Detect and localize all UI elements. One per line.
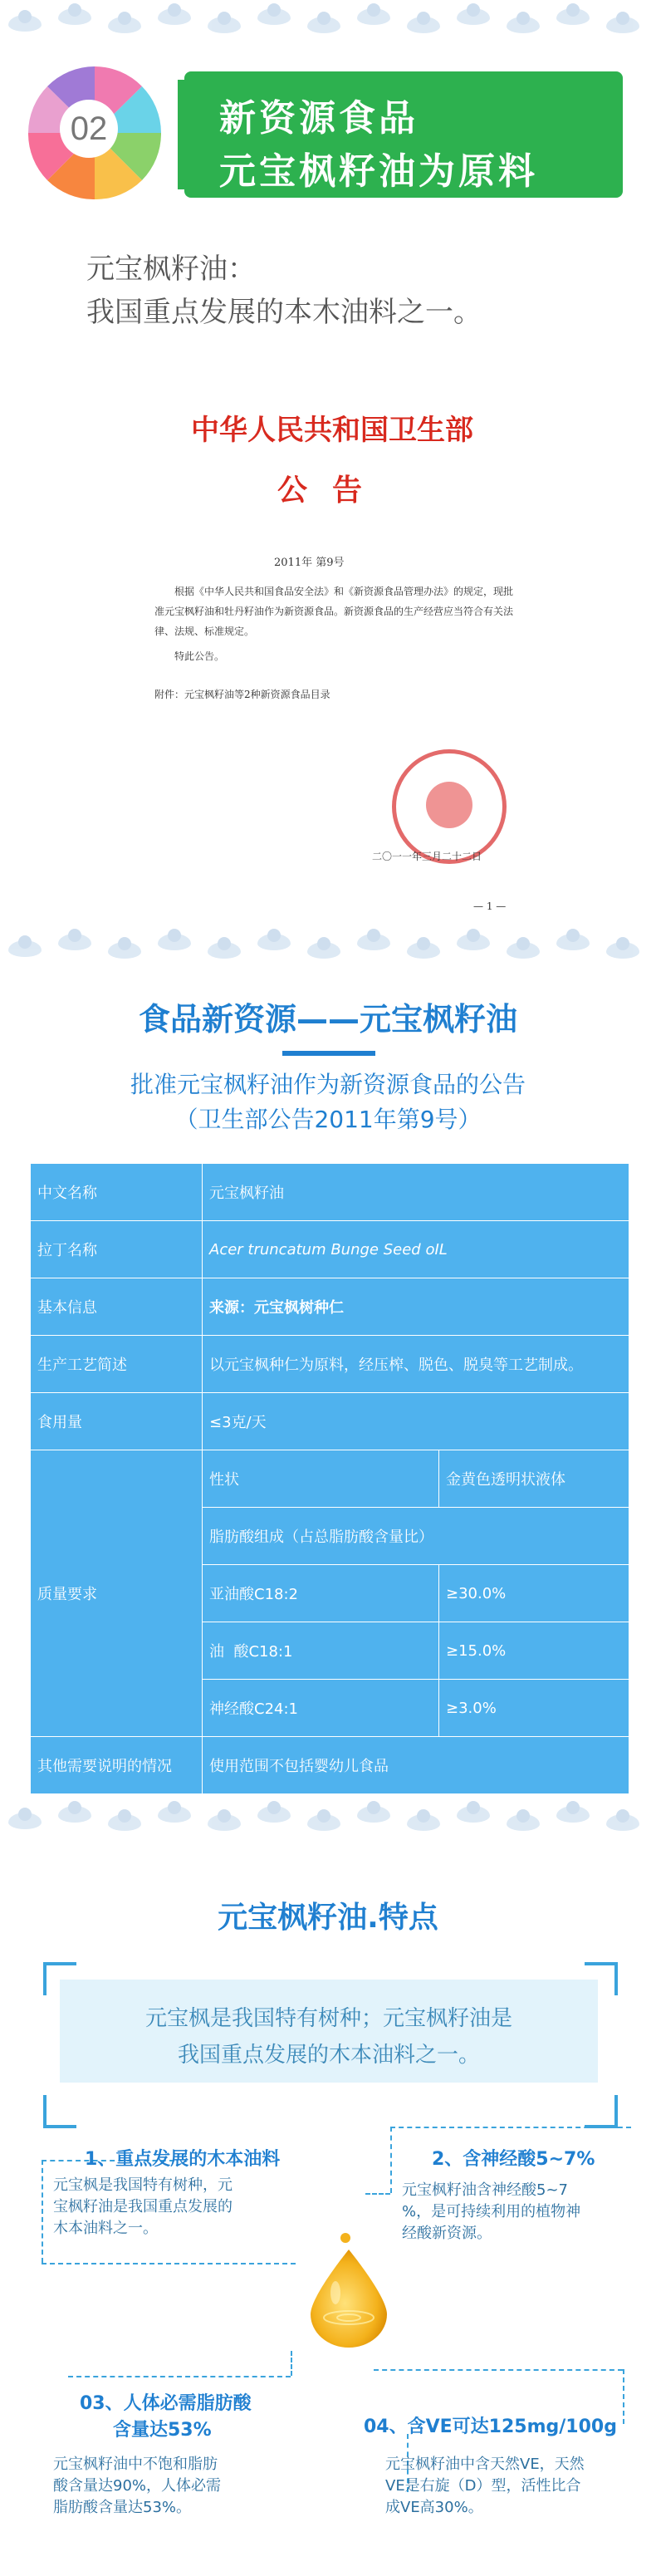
table-key: 生产工艺简述: [31, 1336, 203, 1393]
feature1-line1: 元宝枫是我国特有树种，元: [53, 2176, 233, 2194]
table-row: [31, 1393, 629, 1450]
table-row: [31, 1737, 629, 1794]
table-row: [31, 1450, 629, 1508]
document-paragraph: 根据《中华人民共和国食品安全法》和《新资源食品管理办法》的规定，现批准元宝枫籽油和牡丹籽油作为新资源食品。新资源食品的生产经营应当符合有关法律、法规、标准规定。: [154, 586, 514, 637]
document-attachment: 附件：元宝枫籽油等2种新资源食品目录: [154, 689, 330, 700]
banner-title-line2: 元宝枫籽油为原料: [219, 150, 538, 193]
section-number: 02: [60, 100, 118, 158]
table-key: 中文名称: [31, 1164, 203, 1221]
section2-subtitle-line2: （卫生部公告2011年第9号）: [174, 1106, 482, 1133]
section3-heading: 元宝枫籽油.特点: [218, 1901, 438, 1935]
frame-corner: [585, 2095, 618, 2128]
banner-title-line1: 新资源食品: [219, 97, 419, 140]
connector-line: [390, 2127, 392, 2193]
feature1-line2: 宝枫籽油是我国重点发展的: [53, 2198, 233, 2215]
connector-line: [390, 2127, 631, 2128]
connector-line: [291, 2351, 292, 2376]
official-seal-icon: [392, 749, 507, 864]
connector-line: [68, 2376, 291, 2377]
feature4-line2: VE是右旋（D）型，活性比合: [385, 2477, 581, 2495]
decorative-border-middle: [0, 930, 656, 969]
table-value: 来源：元宝枫树种仁: [203, 1278, 629, 1336]
feature1-title: 1、重点发展的木本油料: [85, 2149, 281, 2170]
feature3-title-line2: 含量达53%: [113, 2420, 212, 2441]
table-value: 亚油酸C18:2: [203, 1565, 439, 1622]
title-banner: [184, 71, 623, 198]
quote-line2: 我国重点发展的木本油料之一。: [177, 2043, 480, 2068]
document-subtitle: 公告: [277, 473, 387, 508]
document-number: 2011年 第9号: [274, 557, 345, 569]
feature3-line2: 酸含量达90%，人体必需: [53, 2477, 222, 2495]
table-row: [31, 1164, 629, 1221]
document-date: 二〇一一年三月二十二日: [372, 851, 482, 862]
oil-drop-icon: [299, 2231, 399, 2348]
table-key: 食用量: [31, 1393, 203, 1450]
table-value: ≥15.0%: [439, 1622, 629, 1680]
connector-line: [42, 2263, 296, 2264]
table-value: ≥3.0%: [439, 1680, 629, 1737]
table-row: [31, 1278, 629, 1336]
announcement-document: [125, 374, 540, 914]
document-title: 中华人民共和国卫生部: [191, 414, 473, 447]
connector-line: [374, 2369, 623, 2371]
table-value: 油 酸C18:1: [203, 1622, 439, 1680]
intro-line2: 我国重点发展的本木油料之一。: [86, 296, 482, 329]
frame-corner: [43, 2095, 76, 2128]
connector-line: [365, 2193, 390, 2195]
table-value: 以元宝枫种仁为原料，经压榨、脱色、脱臭等工艺制成。: [203, 1336, 629, 1393]
table-key: 其他需要说明的情况: [31, 1737, 203, 1794]
info-table: [30, 1163, 629, 1794]
document-closing: 特此公告。: [174, 650, 225, 662]
table-key: 质量要求: [31, 1450, 203, 1737]
feature4-line3: 成VE高30%。: [385, 2499, 483, 2516]
table-row: [31, 1221, 629, 1278]
feature1-line3: 木本油料之一。: [53, 2220, 158, 2237]
quote-line1: 元宝枫是我国特有树种；元宝枫籽油是: [144, 2006, 512, 2031]
feature2-title: 2、含神经酸5~7%: [432, 2149, 595, 2170]
table-value: 性状: [203, 1450, 439, 1508]
connector-line: [623, 2369, 624, 2424]
intro-line1: 元宝枫籽油：: [86, 253, 256, 286]
decorative-border-lower: [0, 1803, 656, 1841]
decorative-border-top: [0, 5, 656, 43]
table-value: Acer truncatum Bunge Seed oIL: [203, 1221, 629, 1278]
section2-subtitle-line1: 批准元宝枫籽油作为新资源食品的公告: [130, 1071, 526, 1098]
table-value: ≥30.0%: [439, 1565, 629, 1622]
table-key: 基本信息: [31, 1278, 203, 1336]
feature3-line3: 脂肪酸含量达53%。: [53, 2499, 192, 2516]
connector-line: [42, 2160, 43, 2263]
table-value: ≤3克/天: [203, 1393, 629, 1450]
feature4-line1: 元宝枫籽油中含天然VE，天然: [385, 2456, 585, 2473]
table-row: [31, 1336, 629, 1393]
feature2-line2: %，是可持续利用的植物神: [402, 2203, 581, 2220]
table-value: 脂肪酸组成（占总脂肪酸含量比）: [203, 1508, 629, 1565]
quote-box: [60, 1980, 598, 2083]
feature2-line3: 经酸新资源。: [402, 2225, 492, 2242]
table-value: 神经酸C24:1: [203, 1680, 439, 1737]
feature3-title-line1: 03、人体必需脂肪酸: [80, 2393, 252, 2414]
table-value: 金黄色透明状液体: [439, 1450, 629, 1508]
table-value: 使用范围不包括婴幼儿食品: [203, 1737, 629, 1794]
document-page-number: — 1 —: [473, 900, 507, 912]
feature2-line1: 元宝枫籽油含神经酸5~7: [402, 2181, 568, 2199]
table-value: 元宝枫籽油: [203, 1164, 629, 1221]
section2-heading: 食品新资源——元宝枫籽油: [138, 1001, 517, 1038]
feature4-title: 04、含VE可达125mg/100g: [364, 2417, 617, 2437]
feature3-line1: 元宝枫籽油中不饱和脂肪: [53, 2456, 218, 2473]
heading-underline: [282, 1051, 375, 1056]
table-key: 拉丁名称: [31, 1221, 203, 1278]
